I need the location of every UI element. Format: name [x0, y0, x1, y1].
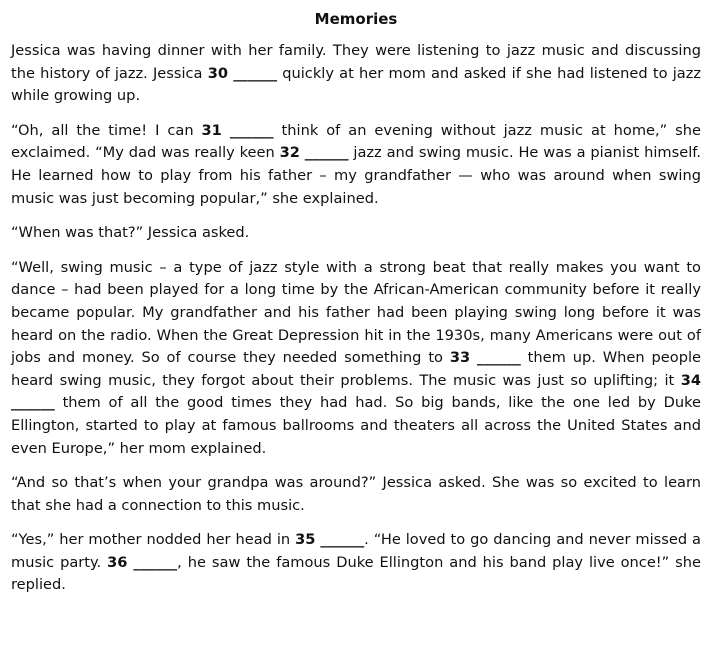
paragraph: [11, 40, 701, 108]
paragraph-text: “Well, swing music – a type of jazz style with a strong beat that really makes you want to dance – had been played for a long time by the African-American community before it really became popular. My grandfather and his father had been playing swing long before it was heard on the radio. When the Great Depression hit in the 1930s, many Americans were out of jobs and money. So of course they needed something to: [11, 258, 701, 367]
question-number: 36: [107, 553, 128, 571]
answer-blank: ______: [304, 144, 349, 162]
document-title: Memories: [314, 10, 398, 28]
paragraph: [11, 120, 701, 210]
answer-blank: ______: [11, 394, 55, 412]
paragraph-text: [222, 122, 230, 139]
answer-blank: ______: [133, 553, 178, 571]
question-number: 35: [295, 531, 316, 549]
question-number: 34: [680, 371, 701, 389]
question-number: 32: [279, 144, 300, 162]
answer-blank: ______: [233, 64, 278, 82]
question-number: 33: [449, 349, 471, 367]
question-number: 31: [201, 121, 222, 139]
paragraph: [11, 529, 701, 597]
paragraph: [11, 472, 701, 517]
paragraph-text: , he saw the famous Duke Ellington and his band play live once!” she replied.: [11, 553, 701, 594]
answer-blank: ______: [320, 531, 365, 549]
paragraph: [11, 257, 701, 460]
paragraph-text: jazz and swing music. He was a pianist himself. He learned how to play from his father – my grandfather — who was around when swing music was just becoming popular,” she explained.: [11, 144, 701, 207]
paragraph: [11, 222, 701, 245]
question-number: 30: [207, 64, 229, 82]
paragraph-text: quickly at her mom and asked if she had listened to jazz while growing up.: [11, 64, 702, 105]
paragraph-text: them of all the good times they had had. So big bands, like the one led by Duke Ellington, started to play at famous ballrooms and theaters all across the United States and even Europe,” her mom explained.: [11, 394, 701, 457]
answer-blank: ______: [477, 349, 521, 367]
paragraph-text: them up. When people heard swing music, they forgot about their problems. The music was just so uplifting; it: [11, 349, 701, 389]
paragraph-text: think of an evening without jazz music at home,” she exclaimed. “My dad was really keen: [11, 121, 702, 162]
paragraph-text: Jessica was having dinner with her family. They were listening to jazz music and discussing the history of jazz. Jessica: [11, 42, 701, 82]
paragraph-text: “And so that’s when your grandpa was around?” Jessica asked. She was so excited to learn that she had a connection to this music.: [11, 474, 701, 514]
paragraph-text: [470, 349, 477, 366]
paragraph-text: “Oh, all the time! I can: [11, 121, 202, 139]
paragraph-text: . “He loved to go dancing and never missed a music party.: [11, 531, 702, 571]
document-body: [11, 40, 701, 597]
paragraph-text: “When was that?” Jessica asked.: [11, 224, 250, 242]
answer-blank: ______: [229, 121, 274, 139]
paragraph-text: “Yes,” her mother nodded her head in: [11, 531, 296, 549]
